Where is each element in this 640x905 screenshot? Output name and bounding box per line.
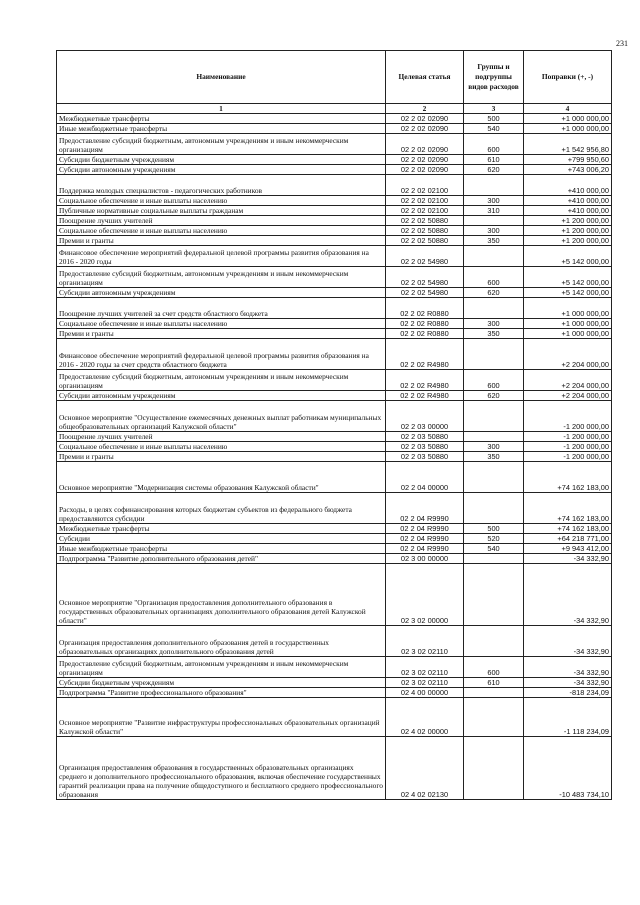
row-expense-group: 300 <box>464 196 524 206</box>
row-amendment: -1 118 234,09 <box>524 698 612 737</box>
row-target-article: 02 2 04 R9990 <box>386 524 464 534</box>
header-row <box>57 51 612 104</box>
row-amendment: +799 950,60 <box>524 155 612 165</box>
row-amendment: -1 200 000,00 <box>524 401 612 432</box>
row-name: Премии и гранты <box>57 452 386 462</box>
row-name: Поощрение лучших учителей <box>57 216 386 226</box>
row-name: Организация предоставления дополнительного образования детей в государственных образовательных организациях дополнительного образования детей <box>57 626 386 657</box>
row-target-article: 02 2 02 02090 <box>386 134 464 155</box>
table-row <box>57 206 612 216</box>
row-target-article: 02 2 02 54980 <box>386 267 464 288</box>
row-name: Поощрение лучших учителей за счет средств областного бюджета <box>57 298 386 319</box>
row-name: Субсидии автономным учреждениям <box>57 288 386 298</box>
row-target-article: 02 2 04 R9990 <box>386 534 464 544</box>
row-name: Субсидии автономным учреждениям <box>57 165 386 175</box>
row-target-article: 02 2 02 54980 <box>386 288 464 298</box>
table-row <box>57 124 612 134</box>
table-row <box>57 524 612 534</box>
row-expense-group: 300 <box>464 319 524 329</box>
row-expense-group: 350 <box>464 236 524 246</box>
table-row <box>57 155 612 165</box>
row-expense-group: 540 <box>464 544 524 554</box>
row-expense-group: 600 <box>464 657 524 678</box>
row-target-article: 02 2 02 02100 <box>386 175 464 196</box>
row-expense-group <box>464 626 524 657</box>
row-name: Субсидии бюджетным учреждениям <box>57 155 386 165</box>
row-target-article: 02 2 04 R9990 <box>386 544 464 554</box>
table-row <box>57 370 612 391</box>
table-row <box>57 298 612 319</box>
table-row <box>57 226 612 236</box>
row-amendment: -1 200 000,00 <box>524 452 612 462</box>
row-amendment: +74 162 183,00 <box>524 462 612 493</box>
row-amendment: +1 200 000,00 <box>524 226 612 236</box>
row-expense-group: 620 <box>464 391 524 401</box>
table-row <box>57 134 612 155</box>
row-target-article: 02 3 02 02110 <box>386 678 464 688</box>
row-target-article: 02 2 02 R4980 <box>386 370 464 391</box>
row-target-article: 02 3 00 00000 <box>386 554 464 564</box>
row-expense-group: 600 <box>464 267 524 288</box>
table-row <box>57 319 612 329</box>
header-name: Наименование <box>57 51 386 104</box>
row-expense-group <box>464 554 524 564</box>
row-expense-group: 500 <box>464 114 524 124</box>
row-expense-group: 620 <box>464 165 524 175</box>
row-name: Финансовое обеспечение мероприятий федеральной целевой программы развития образования на 2016 - 2020 годы за счет средств областного бюджета <box>57 339 386 370</box>
table-row <box>57 698 612 737</box>
row-amendment: +410 000,00 <box>524 196 612 206</box>
table-row <box>57 737 612 800</box>
row-name: Поддержка молодых специалистов - педагогических работников <box>57 175 386 196</box>
row-amendment: +2 204 000,00 <box>524 391 612 401</box>
row-amendment: +1 200 000,00 <box>524 216 612 226</box>
row-target-article: 02 2 02 02100 <box>386 196 464 206</box>
row-name: Предоставление субсидий бюджетным, автономным учреждениям и иным некоммерческим организациям <box>57 657 386 678</box>
table-row <box>57 432 612 442</box>
row-amendment: +74 162 183,00 <box>524 493 612 524</box>
table-row <box>57 391 612 401</box>
column-number: 1 <box>57 104 386 114</box>
row-amendment: +2 204 000,00 <box>524 339 612 370</box>
row-expense-group <box>464 401 524 432</box>
page-number: 231 <box>616 39 628 48</box>
row-expense-group <box>464 493 524 524</box>
row-expense-group <box>464 175 524 196</box>
row-amendment: +9 943 412,00 <box>524 544 612 554</box>
row-target-article: 02 2 02 02090 <box>386 124 464 134</box>
row-expense-group: 350 <box>464 329 524 339</box>
table-row <box>57 236 612 246</box>
row-expense-group: 350 <box>464 452 524 462</box>
table-row <box>57 657 612 678</box>
row-amendment: -10 483 734,10 <box>524 737 612 800</box>
row-expense-group: 310 <box>464 206 524 216</box>
row-name: Субсидии бюджетным учреждениям <box>57 678 386 688</box>
table-row <box>57 452 612 462</box>
table-row <box>57 216 612 226</box>
table-row <box>57 401 612 432</box>
row-amendment: -34 332,90 <box>524 554 612 564</box>
table-row <box>57 493 612 524</box>
header-amendments: Поправки (+, -) <box>524 51 612 104</box>
row-amendment: -1 200 000,00 <box>524 432 612 442</box>
row-target-article: 02 2 04 R9990 <box>386 493 464 524</box>
row-target-article: 02 4 00 00000 <box>386 688 464 698</box>
row-amendment: +2 204 000,00 <box>524 370 612 391</box>
row-name: Субсидии <box>57 534 386 544</box>
table-row <box>57 175 612 196</box>
row-amendment: +1 000 000,00 <box>524 114 612 124</box>
header-expense-groups: Группы и подгруппы видов расходов <box>464 51 524 104</box>
row-expense-group <box>464 564 524 626</box>
budget-amendments-table <box>56 50 612 800</box>
table-row <box>57 534 612 544</box>
row-expense-group: 610 <box>464 678 524 688</box>
row-amendment: +1 200 000,00 <box>524 236 612 246</box>
row-name: Поощрение лучших учителей <box>57 432 386 442</box>
row-target-article: 02 3 02 02110 <box>386 657 464 678</box>
row-name: Предоставление субсидий бюджетным, автономным учреждениям и иным некоммерческим организациям <box>57 370 386 391</box>
table-row <box>57 196 612 206</box>
row-amendment: +5 142 000,00 <box>524 246 612 267</box>
table-row <box>57 267 612 288</box>
row-name: Основное мероприятие "Организация предоставления дополнительного образования в государственных образовательных организациях дополнительного образования детей Калужской области" <box>57 564 386 626</box>
column-number: 3 <box>464 104 524 114</box>
row-amendment: -818 234,09 <box>524 688 612 698</box>
row-name: Подпрограмма "Развитие дополнительного образования детей" <box>57 554 386 564</box>
table-row <box>57 544 612 554</box>
row-target-article: 02 2 03 50880 <box>386 432 464 442</box>
row-target-article: 02 2 02 02100 <box>386 206 464 216</box>
table-row <box>57 165 612 175</box>
row-amendment: +410 000,00 <box>524 175 612 196</box>
row-target-article: 02 2 02 R0880 <box>386 329 464 339</box>
row-amendment: +743 006,20 <box>524 165 612 175</box>
row-name: Подпрограмма "Развитие профессионального образования" <box>57 688 386 698</box>
row-expense-group <box>464 339 524 370</box>
row-name: Премии и гранты <box>57 236 386 246</box>
row-expense-group <box>464 246 524 267</box>
row-target-article: 02 3 02 02110 <box>386 626 464 657</box>
row-name: Межбюджетные трансферты <box>57 114 386 124</box>
row-amendment: -34 332,90 <box>524 564 612 626</box>
row-name: Финансовое обеспечение мероприятий федеральной целевой программы развития образования на 2016 - 2020 годы <box>57 246 386 267</box>
row-name: Социальное обеспечение и иные выплаты населению <box>57 319 386 329</box>
row-name: Иные межбюджетные трансферты <box>57 124 386 134</box>
table-row <box>57 678 612 688</box>
row-target-article: 02 2 02 R4980 <box>386 391 464 401</box>
row-amendment: +5 142 000,00 <box>524 267 612 288</box>
row-name: Организация предоставления образования в государственных образовательных организациях среднего и дополнительного профессионального образования, включая обеспечение государственных гарантий реализации права на получение общедоступного и бесплатного среднего профессионального образования <box>57 737 386 800</box>
table-row <box>57 462 612 493</box>
row-amendment: +5 142 000,00 <box>524 288 612 298</box>
row-amendment: +1 000 000,00 <box>524 124 612 134</box>
row-expense-group: 600 <box>464 134 524 155</box>
table-row <box>57 339 612 370</box>
row-name: Предоставление субсидий бюджетным, автономным учреждениям и иным некоммерческим организациям <box>57 134 386 155</box>
table-row <box>57 564 612 626</box>
column-number: 4 <box>524 104 612 114</box>
row-amendment: +1 000 000,00 <box>524 319 612 329</box>
row-target-article: 02 2 02 02090 <box>386 165 464 175</box>
row-name: Основное мероприятие "Развитие инфраструктуры профессиональных образовательных организаций Калужской области" <box>57 698 386 737</box>
table-body <box>57 114 612 800</box>
row-target-article: 02 2 02 50880 <box>386 236 464 246</box>
table-row <box>57 688 612 698</box>
row-amendment: +1 000 000,00 <box>524 298 612 319</box>
table-row <box>57 442 612 452</box>
row-target-article: 02 2 04 00000 <box>386 462 464 493</box>
row-name: Расходы, в целях софинансирования которых бюджетам субъектов из федерального бюджета предоставляются субсидии <box>57 493 386 524</box>
column-number: 2 <box>386 104 464 114</box>
row-expense-group: 520 <box>464 534 524 544</box>
row-expense-group <box>464 737 524 800</box>
row-expense-group <box>464 462 524 493</box>
table-row <box>57 554 612 564</box>
header-target-article: Целевая статья <box>386 51 464 104</box>
row-target-article: 02 2 02 R0880 <box>386 319 464 329</box>
table-row <box>57 329 612 339</box>
row-target-article: 02 2 03 00000 <box>386 401 464 432</box>
row-name: Социальное обеспечение и иные выплаты населению <box>57 226 386 236</box>
row-name: Основное мероприятие "Модернизация системы образования Калужской области" <box>57 462 386 493</box>
row-expense-group <box>464 298 524 319</box>
row-amendment: +74 162 183,00 <box>524 524 612 534</box>
row-amendment: -1 200 000,00 <box>524 442 612 452</box>
row-expense-group: 540 <box>464 124 524 134</box>
table-row <box>57 626 612 657</box>
row-expense-group: 300 <box>464 226 524 236</box>
column-number-row <box>57 104 612 114</box>
row-expense-group: 300 <box>464 442 524 452</box>
row-name: Основное мероприятие "Осуществление ежемесячных денежных выплат работникам муниципальных общеобразовательных организаций Калужской области" <box>57 401 386 432</box>
table-row <box>57 288 612 298</box>
row-name: Премии и гранты <box>57 329 386 339</box>
row-expense-group <box>464 432 524 442</box>
row-name: Предоставление субсидий бюджетным, автономным учреждениям и иным некоммерческим организациям <box>57 267 386 288</box>
row-expense-group: 500 <box>464 524 524 534</box>
row-amendment: -34 332,90 <box>524 657 612 678</box>
row-amendment: -34 332,90 <box>524 626 612 657</box>
row-amendment: +1 000 000,00 <box>524 329 612 339</box>
row-amendment: +410 000,00 <box>524 206 612 216</box>
row-amendment: +1 542 956,80 <box>524 134 612 155</box>
row-expense-group: 620 <box>464 288 524 298</box>
row-name: Субсидии автономным учреждениям <box>57 391 386 401</box>
row-amendment: -34 332,90 <box>524 678 612 688</box>
row-target-article: 02 2 02 02090 <box>386 155 464 165</box>
row-name: Публичные нормативные социальные выплаты гражданам <box>57 206 386 216</box>
row-name: Социальное обеспечение и иные выплаты населению <box>57 196 386 206</box>
row-target-article: 02 3 02 00000 <box>386 564 464 626</box>
row-name: Иные межбюджетные трансферты <box>57 544 386 554</box>
row-target-article: 02 4 02 02130 <box>386 737 464 800</box>
row-target-article: 02 2 02 02090 <box>386 114 464 124</box>
row-target-article: 02 2 02 50880 <box>386 216 464 226</box>
row-expense-group <box>464 216 524 226</box>
row-target-article: 02 2 02 R4980 <box>386 339 464 370</box>
row-target-article: 02 2 02 54980 <box>386 246 464 267</box>
row-name: Межбюджетные трансферты <box>57 524 386 534</box>
row-expense-group <box>464 688 524 698</box>
row-expense-group <box>464 698 524 737</box>
row-target-article: 02 2 02 50880 <box>386 226 464 236</box>
row-name: Социальное обеспечение и иные выплаты населению <box>57 442 386 452</box>
row-target-article: 02 2 03 50880 <box>386 442 464 452</box>
table-row <box>57 114 612 124</box>
row-expense-group: 600 <box>464 370 524 391</box>
row-amendment: +64 218 771,00 <box>524 534 612 544</box>
row-target-article: 02 4 02 00000 <box>386 698 464 737</box>
row-expense-group: 610 <box>464 155 524 165</box>
row-target-article: 02 2 02 R0880 <box>386 298 464 319</box>
table-row <box>57 246 612 267</box>
row-target-article: 02 2 03 50880 <box>386 452 464 462</box>
